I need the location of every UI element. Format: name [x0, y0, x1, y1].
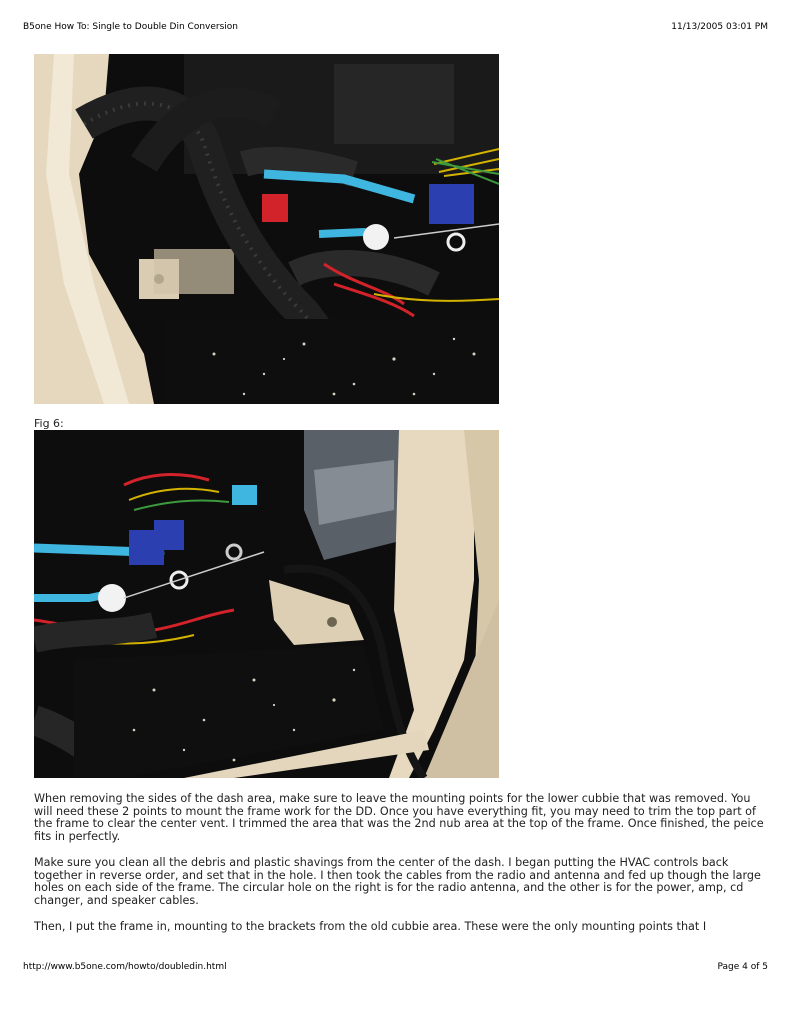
photo-fig-6-illustration: [34, 430, 499, 778]
header-datetime: 11/13/2005 03:01 PM: [671, 22, 768, 32]
paragraph-frame-install: Then, I put the frame in, mounting to the brackets from the old cubbie area. These were the only mounting points that I: [34, 920, 707, 933]
figure-caption: Fig 6:: [34, 417, 64, 430]
header-title: B5one How To: Single to Double Din Conversion: [23, 22, 239, 32]
photo-fig-6: [34, 430, 499, 778]
footer-url-link[interactable]: http://www.b5one.com/howto/doubledin.html: [23, 962, 227, 972]
paragraph-mounting-points: When removing the sides of the dash area, make sure to leave the mounting points for the lower cubbie that was removed. You will need these 2 points to mount the frame work for the DD. Once you have everything fit, you may need to trim the top part of the frame to clear the center vent. I trimmed the area that was the 2nd nub area at the top of the frame. Once finished, the peice fits in perfectly.: [34, 792, 764, 843]
photo-dash-wiring: [34, 54, 499, 404]
footer-page-number: Page 4 of 5: [717, 962, 768, 972]
photo-dash-wiring-illustration: [34, 54, 499, 404]
paragraph-clean-debris: Make sure you clean all the debris and plastic shavings from the center of the dash. I began putting the HVAC controls back together in reverse order, and set that in the hole. I then took the cables from the radio and antenna and fed up though the large holes on each side of the frame. The circular hole on the right is for the radio antenna, and the other is for the power, amp, cd changer, and speaker cables.: [34, 856, 761, 907]
